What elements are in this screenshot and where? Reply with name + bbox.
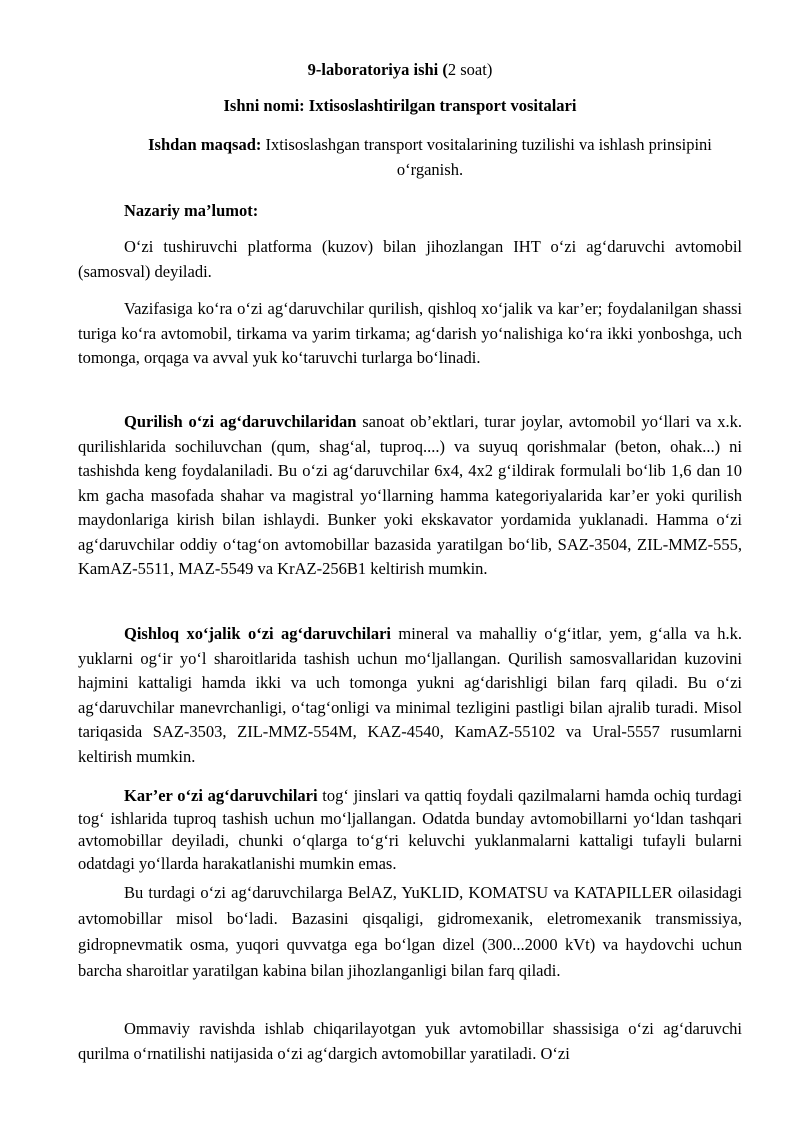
- purpose-text: Ixtisoslashgan transport vositalarining tuzilishi va ishlash prinsipini o‘rganish.: [261, 135, 712, 179]
- paragraph-agricultural-text: mineral va mahalliy o‘g‘itlar, yem, g‘alla va h.k. yuklarni og‘ir yo‘l sharoitlarida tashish uchun mo‘ljallangan. Qurilish samosvallaridan kuzovini hajmini kattaligi hamda ikki va uch tomonga yukni ag‘darishligi bilan farq qiladi. Bu o‘zi ag‘daruvchilar manevrchanligi, o‘tag‘onligi va minimal tezligini pastligi bilan ajralib turadi. Misol tariqasida SAZ-3503, ZIL-MMZ-554M, KAZ-4540, KamAZ-55102 va Ural-5557 rusumlarni keltirish mumkin.: [78, 624, 742, 766]
- work-name: [0, 94, 800, 119]
- work-purpose: [140, 133, 720, 182]
- paragraph-quarry-lead: Kar’er o‘zi ag‘daruvchilari: [124, 786, 318, 805]
- paragraph-mass-production: Ommaviy ravishda ishlab chiqarilayotgan yuk avtomobillar shassisiga o‘zi ag‘daruvchi qurilma o‘rnatilishi natijasida o‘zi ag‘dargich avtomobillar yaratiladi. O‘zi: [78, 1019, 742, 1063]
- work-name-text: Ishni nomi: Ixtisoslashtirilgan transport vositalari: [223, 96, 577, 115]
- paragraph-agricultural: [78, 622, 742, 769]
- lab-title-bold: 9-laboratoriya ishi (: [307, 60, 448, 79]
- paragraph-construction-text: sanoat ob’ektlari, turar joylar, avtomobil yo‘llari va x.k. qurilishlarida sochiluvchan (qum, shag‘al, tuproq....) va suyuq qorishmalar (beton, ohak...) ni tashishda keng foydalaniladi. Bu o‘zi ag‘daruvchilar 6x4, 4x2 g‘ildirak formulali bo‘lib 1,6 dan 10 km gacha masofada shahar va magistral yo‘llarning hamma kategoriyalarida kar’er yoki qurilish maydonlariga kirish bilan ishlaydi. Bunker yoki ekskavator yordamida yuklanadi. Hamma o‘zi ag‘daruvchilar oddiy o‘tag‘on avtomobillar bazasida yaratilgan bo‘lib, SAZ-3504, ZIL-MMZ-555, KamAZ-5511, MAZ-5549 va KrAZ-256B1 keltirish mumkin.: [78, 412, 742, 578]
- paragraph-definition: O‘zi tushiruvchi platforma (kuzov) bilan jihozlangan IHT o‘zi ag‘daruvchi avtomobil (samosval) deyiladi.: [78, 237, 742, 281]
- paragraph-classification: Vazifasiga ko‘ra o‘zi ag‘daruvchilar qurilish, qishloq xo‘jalik va kar’er; foydalanilgan shassi turiga ko‘ra avtomobil, tirkama va yarim tirkama; ag‘darish yo‘nalishiga ko‘ra ikki yonboshga, uch tomonga, orqaga va avval yuk ko‘taruvchi turlarga bo‘linadi.: [78, 299, 742, 367]
- purpose-label: Ishdan maqsad:: [148, 135, 262, 154]
- paragraph-agricultural-lead: Qishloq xo‘jalik o‘zi ag‘daruvchilari: [124, 624, 392, 643]
- lab-title-hours: 2 soat): [447, 60, 493, 79]
- paragraph-quarry: [78, 785, 742, 875]
- paragraph-quarry-text: tog‘ jinslari va qattiq foydali qazilmalarni hamda ochiq turdagi tog‘ ishlarida tuproq tashish uchun mo‘ljallangan. Odatda bunday avtomobillarni yo‘ldan tashqari avtomobillar deyiladi, chunki o‘qlarga to‘g‘ri keluvchi yuklanmalarni kattaligi tufayli bularni odatdagi yo‘llarda harakatlanishi mumkin emas.: [78, 786, 742, 873]
- paragraph-construction: [78, 410, 742, 582]
- paragraph-quarry-examples: Bu turdagi o‘zi ag‘daruvchilarga BelAZ, YuKLID, KOMATSU va KATAPILLER oilasidagi avtomobillar misol bo‘ladi. Bazasini qisqaligi, gidromexanik, eletromexanik transmissiya, gidropnevmatik osma, yuqori quvvatga ega bo‘lgan dizel (300...2000 kVt) va haydovchi uchun barcha sharoitlar yaratilgan kabina bilan jihozlanganligi bilan farq qiladi.: [78, 883, 742, 980]
- paragraph-construction-lead: Qurilish o‘zi ag‘daruvchilaridan: [124, 412, 357, 431]
- section-heading: Nazariy ma’lumot:: [124, 201, 259, 220]
- lab-title: [0, 58, 800, 83]
